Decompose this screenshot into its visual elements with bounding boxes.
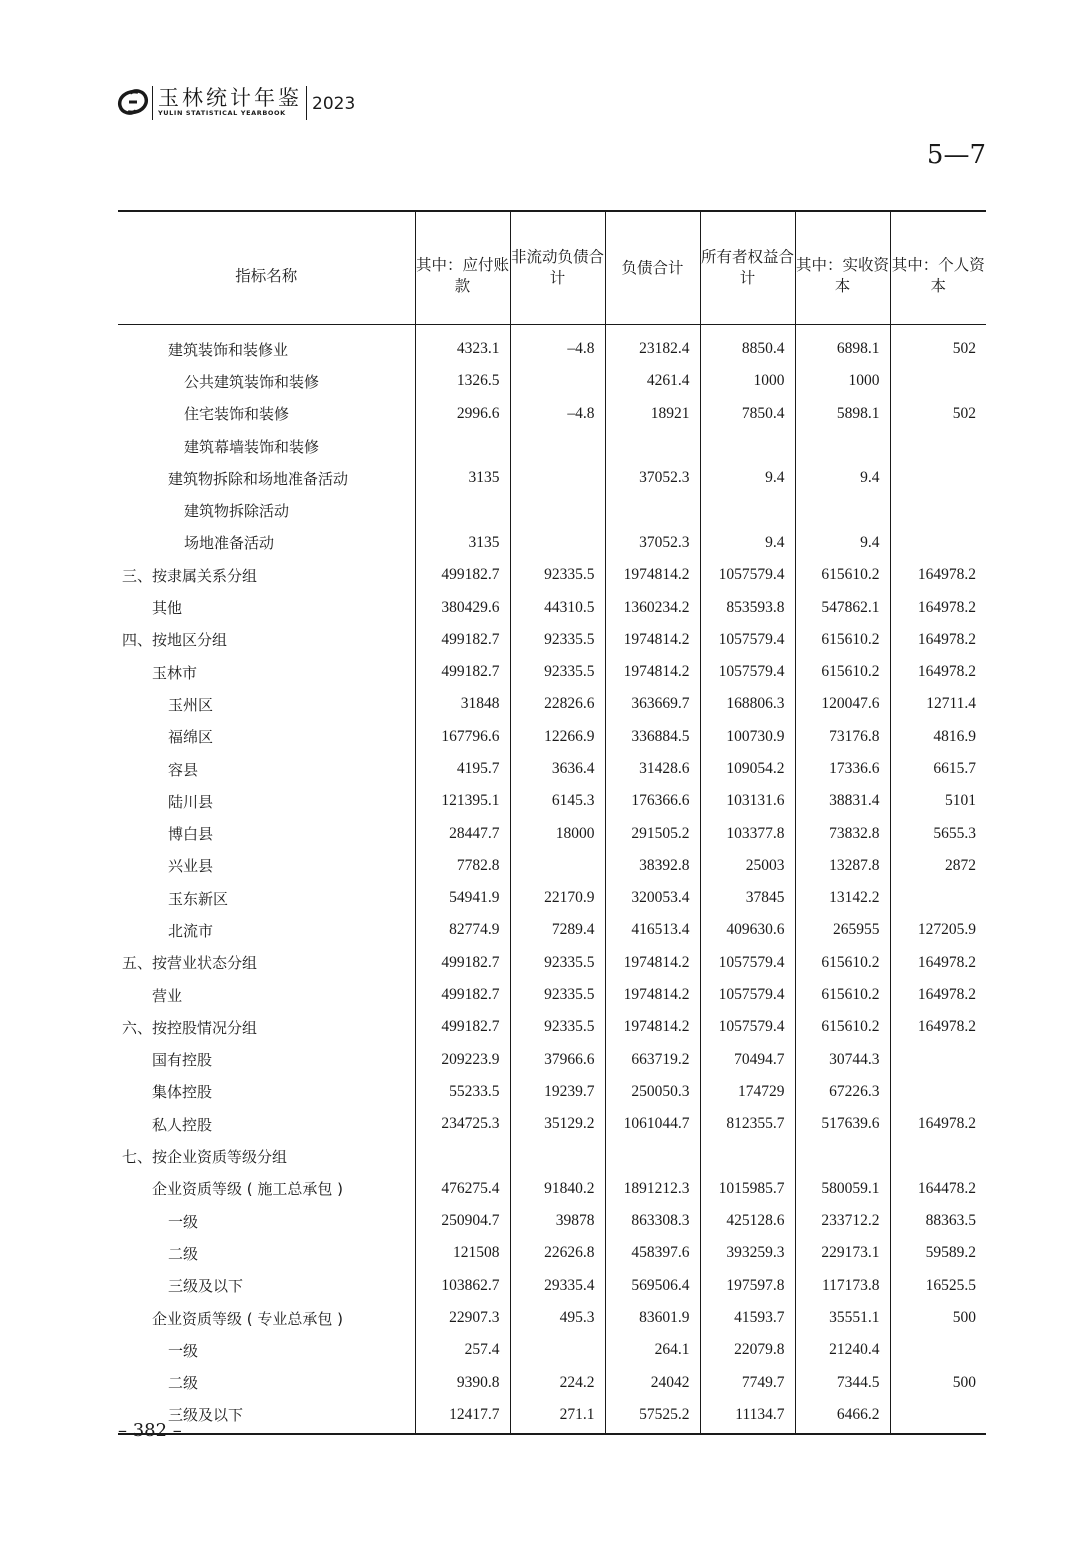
cell-value (890, 1399, 986, 1434)
row-label: 集体控股 (152, 1083, 213, 1102)
cell-value: 7850.4 (700, 398, 795, 430)
cell-value: 11134.7 (700, 1399, 795, 1434)
cell-value: 55233.5 (415, 1076, 510, 1108)
cell-value: 164978.2 (890, 947, 986, 979)
cell-value: 88363.5 (890, 1205, 986, 1237)
cell-value: 176366.6 (605, 785, 700, 817)
cell-value: 8850.4 (700, 325, 795, 366)
row-label: 建筑物拆除活动 (184, 502, 290, 521)
cell-value (510, 527, 605, 559)
cell-value: 863308.3 (605, 1205, 700, 1237)
row-label: 博白县 (168, 825, 214, 844)
row-label: 二级 (168, 1374, 199, 1393)
cell-value: 250904.7 (415, 1205, 510, 1237)
cell-value: 458397.6 (605, 1237, 700, 1269)
table-row (118, 1173, 986, 1205)
cell-value: 41593.7 (700, 1302, 795, 1334)
cell-value: 174729 (700, 1076, 795, 1108)
table-row (118, 947, 986, 979)
cell-value: 54941.9 (415, 882, 510, 914)
cell-value: 37052.3 (605, 462, 700, 494)
row-label: 容县 (168, 760, 199, 779)
table-row (118, 785, 986, 817)
cell-value: 17336.6 (795, 753, 890, 785)
cell-value: 3636.4 (510, 753, 605, 785)
row-label: 五、按营业状态分组 (122, 954, 258, 973)
cell-value: 1057579.4 (700, 979, 795, 1011)
cell-value: 499182.7 (415, 1011, 510, 1043)
row-label: 公共建筑装饰和装修 (184, 372, 320, 391)
cell-value: 29335.4 (510, 1270, 605, 1302)
row-label: 建筑装饰和装修业 (168, 340, 289, 359)
cell-value: 1326.5 (415, 365, 510, 397)
table-row (118, 1334, 986, 1366)
cell-value: 92335.5 (510, 624, 605, 656)
table-row (118, 365, 986, 397)
row-label: 企业资质等级 ( 专业总承包 ) (152, 1309, 344, 1328)
yearbook-title: 玉林统计年鉴 (158, 86, 302, 110)
cell-value: 6898.1 (795, 325, 890, 366)
cell-value (510, 1334, 605, 1366)
cell-value (510, 1140, 605, 1172)
table-row (118, 624, 986, 656)
cell-value: 615610.2 (795, 947, 890, 979)
column-header-individual-capital: 其中：个人资本 (890, 211, 986, 325)
cell-value: 37966.6 (510, 1044, 605, 1076)
table-row (118, 398, 986, 430)
cell-value: 3135 (415, 462, 510, 494)
cell-value: 1974814.2 (605, 624, 700, 656)
cell-value: 164478.2 (890, 1173, 986, 1205)
row-label: 三级及以下 (168, 1277, 244, 1296)
cell-value: 39878 (510, 1205, 605, 1237)
cell-value: 37052.3 (605, 527, 700, 559)
row-label: 玉州区 (168, 695, 214, 714)
cell-value: 1015985.7 (700, 1173, 795, 1205)
cell-value (890, 882, 986, 914)
column-header-name: 指标名称 (118, 211, 415, 325)
cell-value: 18921 (605, 398, 700, 430)
cell-value (510, 494, 605, 526)
cell-value: 59589.2 (890, 1237, 986, 1269)
cell-value: 92335.5 (510, 947, 605, 979)
cell-value: 7749.7 (700, 1367, 795, 1399)
cell-value: 265955 (795, 914, 890, 946)
cell-value: 1974814.2 (605, 1011, 700, 1043)
cell-value: 25003 (700, 850, 795, 882)
cell-value: 476275.4 (415, 1173, 510, 1205)
cell-value: 164978.2 (890, 591, 986, 623)
cell-value: 1061044.7 (605, 1108, 700, 1140)
table-row (118, 914, 986, 946)
cell-value: 1057579.4 (700, 656, 795, 688)
table-row (118, 1399, 986, 1434)
cell-value (510, 365, 605, 397)
table-row (118, 688, 986, 720)
cell-value: 13142.2 (795, 882, 890, 914)
cell-value (700, 1140, 795, 1172)
cell-value: 21240.4 (795, 1334, 890, 1366)
cell-value (890, 1334, 986, 1366)
cell-value (890, 1140, 986, 1172)
table-bottom-rule (118, 1434, 986, 1435)
cell-value: 1057579.4 (700, 559, 795, 591)
cell-value: 117173.8 (795, 1270, 890, 1302)
cell-value: 9.4 (795, 527, 890, 559)
cell-value: 18000 (510, 817, 605, 849)
cell-value: 164978.2 (890, 559, 986, 591)
cell-value: 4261.4 (605, 365, 700, 397)
cell-value: 19239.7 (510, 1076, 605, 1108)
cell-value: 7782.8 (415, 850, 510, 882)
cell-value: 2996.6 (415, 398, 510, 430)
cell-value: 569506.4 (605, 1270, 700, 1302)
cell-value: 336884.5 (605, 721, 700, 753)
row-label: 陆川县 (168, 792, 214, 811)
cell-value: 91840.2 (510, 1173, 605, 1205)
yearbook-logo-icon (116, 88, 150, 116)
cell-value: 12711.4 (890, 688, 986, 720)
cell-value (890, 1044, 986, 1076)
cell-value: 31848 (415, 688, 510, 720)
row-label: 企业资质等级 ( 施工总承包 ) (152, 1180, 344, 1199)
cell-value: 615610.2 (795, 656, 890, 688)
cell-value: 30744.3 (795, 1044, 890, 1076)
row-label: 玉林市 (152, 663, 198, 682)
cell-value: 164978.2 (890, 1011, 986, 1043)
cell-value: 73176.8 (795, 721, 890, 753)
row-label: 兴业县 (168, 857, 214, 876)
cell-value: 103131.6 (700, 785, 795, 817)
cell-value: 2872 (890, 850, 986, 882)
cell-value: 92335.5 (510, 979, 605, 1011)
cell-value: 92335.5 (510, 656, 605, 688)
cell-value: 393259.3 (700, 1237, 795, 1269)
cell-value (605, 494, 700, 526)
cell-value: 22626.8 (510, 1237, 605, 1269)
cell-value: 663719.2 (605, 1044, 700, 1076)
cell-value: 167796.6 (415, 721, 510, 753)
cell-value: 250050.3 (605, 1076, 700, 1108)
cell-value: 35129.2 (510, 1108, 605, 1140)
cell-value: 409630.6 (700, 914, 795, 946)
cell-value (890, 494, 986, 526)
cell-value: 121508 (415, 1237, 510, 1269)
cell-value: 44310.5 (510, 591, 605, 623)
table-row (118, 325, 986, 366)
row-label: 四、按地区分组 (122, 631, 228, 650)
cell-value (890, 430, 986, 462)
cell-value: 100730.9 (700, 721, 795, 753)
table-row (118, 656, 986, 688)
row-label: 建筑物拆除和场地准备活动 (168, 469, 349, 488)
cell-value: 13287.8 (795, 850, 890, 882)
cell-value: 22170.9 (510, 882, 605, 914)
row-label: 其他 (152, 599, 183, 618)
row-label: 一级 (168, 1341, 199, 1360)
cell-value: 109054.2 (700, 753, 795, 785)
cell-value: 28447.7 (415, 817, 510, 849)
cell-value (795, 1140, 890, 1172)
cell-value: 164978.2 (890, 1108, 986, 1140)
header-divider (152, 86, 153, 120)
cell-value: 168806.3 (700, 688, 795, 720)
cell-value: 264.1 (605, 1334, 700, 1366)
cell-value (510, 430, 605, 462)
cell-value: 224.2 (510, 1367, 605, 1399)
cell-value: 320053.4 (605, 882, 700, 914)
cell-value: 23182.4 (605, 325, 700, 366)
cell-value: 495.3 (510, 1302, 605, 1334)
cell-value: 37845 (700, 882, 795, 914)
cell-value: 853593.8 (700, 591, 795, 623)
table-row (118, 979, 986, 1011)
column-header-paid-in-capital: 其中：实收资本 (795, 211, 890, 325)
cell-value: 22826.6 (510, 688, 605, 720)
cell-value: 500 (890, 1302, 986, 1334)
cell-value: 57525.2 (605, 1399, 700, 1434)
cell-value: 7344.5 (795, 1367, 890, 1399)
cell-value: 233712.2 (795, 1205, 890, 1237)
table-row (118, 1237, 986, 1269)
cell-value: 363669.7 (605, 688, 700, 720)
table-row (118, 527, 986, 559)
cell-value: 7289.4 (510, 914, 605, 946)
row-label: 三、按隶属关系分组 (122, 566, 258, 585)
cell-value: 12266.9 (510, 721, 605, 753)
cell-value: 121395.1 (415, 785, 510, 817)
table-row (118, 721, 986, 753)
cell-value: 22079.8 (700, 1334, 795, 1366)
cell-value: 92335.5 (510, 1011, 605, 1043)
row-label: 建筑幕墙装饰和装修 (184, 437, 320, 456)
header-divider (306, 86, 307, 120)
cell-value: 164978.2 (890, 979, 986, 1011)
cell-value: 580059.1 (795, 1173, 890, 1205)
cell-value: 197597.8 (700, 1270, 795, 1302)
row-label: 玉东新区 (168, 889, 229, 908)
cell-value: 82774.9 (415, 914, 510, 946)
cell-value: 615610.2 (795, 1011, 890, 1043)
cell-value: 70494.7 (700, 1044, 795, 1076)
cell-value: 9.4 (795, 462, 890, 494)
table-row (118, 591, 986, 623)
page-number: – 382 – (118, 1420, 182, 1441)
data-table (118, 210, 986, 1435)
cell-value: 9.4 (700, 527, 795, 559)
cell-value (415, 430, 510, 462)
column-header-owners-equity: 所有者权益合计 (700, 211, 795, 325)
cell-value: 164978.2 (890, 656, 986, 688)
table-row (118, 1076, 986, 1108)
cell-value: 547862.1 (795, 591, 890, 623)
cell-value: 229173.1 (795, 1237, 890, 1269)
table-row (118, 753, 986, 785)
cell-value: 1974814.2 (605, 979, 700, 1011)
cell-value (890, 365, 986, 397)
table-row (118, 1302, 986, 1334)
cell-value: 812355.7 (700, 1108, 795, 1140)
row-label: 国有控股 (152, 1051, 213, 1070)
cell-value: 127205.9 (890, 914, 986, 946)
cell-value: 209223.9 (415, 1044, 510, 1076)
cell-value (700, 494, 795, 526)
cell-value: 38831.4 (795, 785, 890, 817)
cell-value: 1974814.2 (605, 656, 700, 688)
cell-value: 9.4 (700, 462, 795, 494)
cell-value: 615610.2 (795, 624, 890, 656)
cell-value: 164978.2 (890, 624, 986, 656)
cell-value (510, 850, 605, 882)
cell-value: 1891212.3 (605, 1173, 700, 1205)
cell-value: 1057579.4 (700, 624, 795, 656)
cell-value: 31428.6 (605, 753, 700, 785)
cell-value: 73832.8 (795, 817, 890, 849)
table-row (118, 494, 986, 526)
cell-value: 291505.2 (605, 817, 700, 849)
cell-value: 499182.7 (415, 559, 510, 591)
cell-value: 92335.5 (510, 559, 605, 591)
cell-value: 271.1 (510, 1399, 605, 1434)
cell-value: 499182.7 (415, 947, 510, 979)
cell-value: 16525.5 (890, 1270, 986, 1302)
cell-value (890, 1076, 986, 1108)
row-label: 六、按控股情况分组 (122, 1018, 258, 1037)
table-row (118, 559, 986, 591)
row-label: 营业 (152, 986, 183, 1005)
table-row (118, 1140, 986, 1172)
cell-value: 4323.1 (415, 325, 510, 366)
row-label: 北流市 (168, 921, 214, 940)
table-header-row (118, 211, 986, 325)
cell-value: 1360234.2 (605, 591, 700, 623)
cell-value (890, 462, 986, 494)
cell-value: 22907.3 (415, 1302, 510, 1334)
table-row (118, 1205, 986, 1237)
table-row (118, 882, 986, 914)
table-row (118, 1108, 986, 1140)
cell-value (510, 462, 605, 494)
cell-value: 6466.2 (795, 1399, 890, 1434)
cell-value: 120047.6 (795, 688, 890, 720)
cell-value: 502 (890, 398, 986, 430)
cell-value: 1000 (795, 365, 890, 397)
cell-value: 4195.7 (415, 753, 510, 785)
column-header-total-liabilities: 负债合计 (605, 211, 700, 325)
table-row (118, 462, 986, 494)
table-row (118, 1011, 986, 1043)
cell-value: 103862.7 (415, 1270, 510, 1302)
cell-value: 38392.8 (605, 850, 700, 882)
cell-value (415, 494, 510, 526)
cell-value: 416513.4 (605, 914, 700, 946)
table-row (118, 1367, 986, 1399)
cell-value: 5655.3 (890, 817, 986, 849)
cell-value (795, 430, 890, 462)
cell-value (700, 430, 795, 462)
cell-value: 517639.6 (795, 1108, 890, 1140)
cell-value: 1974814.2 (605, 559, 700, 591)
row-label: 私人控股 (152, 1115, 213, 1134)
row-label: 一级 (168, 1212, 199, 1231)
table-row (118, 817, 986, 849)
cell-value: 12417.7 (415, 1399, 510, 1434)
column-header-noncurrent-liabilities: 非流动负债合计 (510, 211, 605, 325)
cell-value: 1974814.2 (605, 947, 700, 979)
table-number: 5—7 (926, 140, 986, 170)
cell-value: 380429.6 (415, 591, 510, 623)
cell-value: 5101 (890, 785, 986, 817)
cell-value: 9390.8 (415, 1367, 510, 1399)
cell-value: 103377.8 (700, 817, 795, 849)
cell-value: 1000 (700, 365, 795, 397)
yearbook-year: 2023 (312, 94, 356, 114)
cell-value: 67226.3 (795, 1076, 890, 1108)
cell-value (795, 494, 890, 526)
row-label: 住宅装饰和装修 (184, 405, 290, 424)
cell-value: 499182.7 (415, 656, 510, 688)
row-label: 三级及以下 (168, 1406, 244, 1425)
table-row (118, 430, 986, 462)
row-label: 七、按企业资质等级分组 (122, 1148, 288, 1167)
cell-value: 615610.2 (795, 979, 890, 1011)
cell-value: 6615.7 (890, 753, 986, 785)
cell-value: 425128.6 (700, 1205, 795, 1237)
table-row (118, 1270, 986, 1302)
cell-value: 5898.1 (795, 398, 890, 430)
row-label: 场地准备活动 (184, 534, 275, 553)
cell-value: 83601.9 (605, 1302, 700, 1334)
cell-value: –4.8 (510, 398, 605, 430)
row-label: 福绵区 (168, 728, 214, 747)
cell-value: 257.4 (415, 1334, 510, 1366)
cell-value: 3135 (415, 527, 510, 559)
cell-value: 1057579.4 (700, 947, 795, 979)
cell-value: 35551.1 (795, 1302, 890, 1334)
row-label: 二级 (168, 1244, 199, 1263)
cell-value (605, 1140, 700, 1172)
cell-value: 502 (890, 325, 986, 366)
column-header-accounts-payable: 其中：应付账款 (415, 211, 510, 325)
cell-value: 615610.2 (795, 559, 890, 591)
cell-value: 234725.3 (415, 1108, 510, 1140)
cell-value: 24042 (605, 1367, 700, 1399)
cell-value (415, 1140, 510, 1172)
cell-value: 1057579.4 (700, 1011, 795, 1043)
cell-value: 6145.3 (510, 785, 605, 817)
cell-value: 499182.7 (415, 624, 510, 656)
cell-value: –4.8 (510, 325, 605, 366)
cell-value: 4816.9 (890, 721, 986, 753)
cell-value (890, 527, 986, 559)
table-row (118, 850, 986, 882)
yearbook-subtitle: YULIN STATISTICAL YEARBOOK (158, 109, 286, 117)
cell-value: 499182.7 (415, 979, 510, 1011)
table-row (118, 1044, 986, 1076)
cell-value (605, 430, 700, 462)
cell-value: 500 (890, 1367, 986, 1399)
